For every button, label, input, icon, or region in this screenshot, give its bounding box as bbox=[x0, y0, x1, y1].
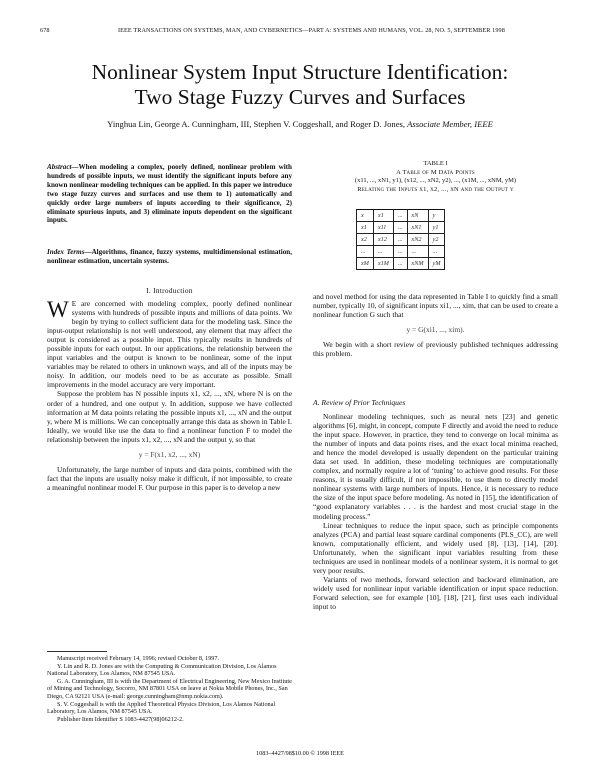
review-paragraph-2: Linear techniques to reduce the input space, such as principle components analyzes (PCA) and partial least square cardinal components (PLS_CC), are well known, computationally efficient, and widely used [8], [13], [14], [20]. Unfortunately, when the significant input variables resulting from these techniques are used in nonlinear models of a nonlinear system, it is normal to get very poor results. bbox=[313, 520, 558, 575]
table-row bbox=[357, 210, 445, 222]
table-cell: y1 bbox=[428, 222, 445, 234]
right-paragraph-1: and novel method for using the data represented in Table I to quickly find a small number, typically 10, of significant inputs xi1, ..., xim, that can be used to create a nonlinear function G such that bbox=[313, 292, 558, 320]
table-cell: x1 bbox=[357, 222, 374, 234]
authors: Yinghua Lin, George A. Cunningham, III, Stephen V. Coggeshall, and Roger D. Jones, bbox=[107, 119, 406, 129]
paper-title bbox=[40, 60, 560, 110]
copyright-line: 1083–4427/98$10.00 © 1998 IEEE bbox=[256, 750, 344, 757]
table-cell: ... bbox=[428, 246, 445, 258]
table-cell: x1 bbox=[373, 210, 393, 222]
table-caption-line-3: Relating the Inputs x1, x2, ..., xN and the Output y bbox=[357, 185, 514, 193]
abstract bbox=[47, 163, 292, 225]
table-cell: yM bbox=[428, 258, 445, 270]
table-row bbox=[357, 222, 445, 234]
author-membership: Associate Member, IEEE bbox=[407, 119, 493, 129]
intro-paragraph-2: Suppose the problem has N possible inputs x1, x2, ..., xN, where N is on the order of a hundred, and one output y. In addition, suppose we have collected information at M data points relating the possible inputs x1, ..., xN and the output y, where M is millions. We can conceptually arrange this data as shown in Table I. Ideally, we would like use the data to find a nonlinear function F to model the relationship between the inputs x1, x2, ..., xN and the output y, so that bbox=[47, 389, 292, 444]
table-cell: xM bbox=[357, 258, 374, 270]
index-terms bbox=[47, 248, 292, 266]
abstract-label: Abstract— bbox=[47, 163, 79, 171]
table-cell: ... bbox=[407, 246, 428, 258]
table-row bbox=[357, 246, 445, 258]
review-paragraph-3: Variants of two methods, forward selection and backward elimination, are widely used for nonlinear input variable identification or input space reduction. Forward selection, see for example [10], [18], [21], first uses each individual input to bbox=[313, 574, 558, 611]
table-cell: xNM bbox=[407, 258, 428, 270]
table-cell: xN bbox=[407, 210, 428, 222]
author-list bbox=[30, 119, 570, 129]
intro-paragraph-1: W E are concerned with modeling complex, poorly defined nonlinear systems with hundreds of possible inputs and millions of data points. We begin by trying to collect sufficient data for the modeling task. Since the input-output relationship is not well understood, any element that may affect the output is considered as a possible input. This typically results in hundreds of possible inputs for each output. In our applications, the relationship between the input variables and the output is known to be nonlinear, some of the input variables may be related to others in unknown ways, and all of the inputs may be noisy. In addition, our models need to be as accurate as possible. Small improvements in the model accuracy are very important. bbox=[47, 297, 292, 390]
footnote: Manuscript received February 14, 1996; revised October 8, 1997. bbox=[57, 655, 220, 662]
table-caption-line-1: A Table of M Data Points bbox=[396, 168, 475, 176]
table-cell: ... bbox=[357, 246, 374, 258]
footnote: G. A. Cunningham, III is with the Department of Electrical Engineering, New Mexico Institute of Mining and Technology, Socorro, NM 87801 USA on leave at Nokia Mobile Phones, Inc., San Diego, CA 92121 USA (e-mail: george.cunningham@nmp.nokia.com). bbox=[47, 677, 292, 700]
table-cell: ... bbox=[393, 222, 407, 234]
table-cell: ... bbox=[393, 210, 407, 222]
index-terms-text: —Algorithms, finance, fuzzy systems, multidimensional estimation, nonlinear estimation, uncertain systems. bbox=[47, 248, 292, 265]
table-cell: x11 bbox=[373, 222, 393, 234]
table-cell: x12 bbox=[373, 234, 393, 246]
table-cell: y2 bbox=[428, 234, 445, 246]
table-row bbox=[357, 258, 445, 270]
table-cell: ... bbox=[393, 246, 407, 258]
table-cell: xN2 bbox=[407, 234, 428, 246]
table-cell: xN1 bbox=[407, 222, 428, 234]
footnotes bbox=[47, 655, 292, 723]
table-row bbox=[357, 234, 445, 246]
data-table bbox=[356, 209, 445, 270]
table-cell: x bbox=[357, 210, 374, 222]
review-body bbox=[313, 412, 558, 611]
table-cell: y bbox=[428, 210, 445, 222]
drop-cap: W bbox=[47, 297, 69, 322]
table-cell: x1M bbox=[373, 258, 393, 270]
equation-2: y = G(xi1, ..., xim). bbox=[406, 325, 465, 335]
title-line-2: Two Stage Fuzzy Curves and Surfaces bbox=[134, 85, 466, 109]
table-cell: ... bbox=[393, 234, 407, 246]
introduction-body bbox=[47, 299, 292, 492]
journal-header: IEEE TRANSACTIONS ON SYSTEMS, MAN, AND CYBERNETICS—PART A: SYSTEMS AND HUMANS, VOL. 28, NO. 5, SEPTEMBER 1998 bbox=[118, 27, 505, 34]
table-cell: ... bbox=[393, 258, 407, 270]
footnote-rule bbox=[47, 651, 107, 652]
index-terms-label: Index Terms bbox=[47, 248, 85, 256]
right-paragraph-2: We begin with a short review of previously published techniques addressing this problem. bbox=[313, 340, 558, 359]
footnote: Publisher Item Identifier S 1083-4427(98)06212-2. bbox=[57, 715, 184, 723]
table-cell: x2 bbox=[357, 234, 374, 246]
section-heading-introduction: I. Introduction bbox=[146, 286, 193, 295]
subsection-heading: A. Review of Prior Techniques bbox=[313, 398, 406, 407]
title-line-1: Nonlinear System Input Structure Identification: bbox=[91, 60, 509, 84]
equation-1: y = F(x1, x2, ..., xN) bbox=[138, 449, 201, 459]
intro-paragraph-3: Unfortunately, the large number of inputs and data points, combined with the fact that the inputs are usually noisy make it difficult, if not impossible, to create a meaningful nonlinear model F. Our purpose in this paper is to develop a new bbox=[47, 464, 292, 492]
table-cell: ... bbox=[373, 246, 393, 258]
right-column-body bbox=[313, 292, 558, 358]
footnote: S. V. Coggeshall is with the Applied Theoretical Physics Division, Los Alamos National Laboratory, Los Alamos, NM 87545 USA. bbox=[47, 700, 276, 716]
table-caption bbox=[313, 160, 558, 194]
table-label: TABLE I bbox=[423, 160, 448, 167]
footnote: Y. Lin and R. D. Jones are with the Computing & Communication Division, Los Alamos National Laboratory, Los Alamos, NM 87545 USA. bbox=[47, 662, 277, 678]
table-caption-line-2: (x11, ..., xN1, y1), (x12, ..., xN2, y2), ..., (x1M, ..., xNM, yM) bbox=[354, 177, 517, 184]
review-paragraph-1: Nonlinear modeling techniques, such as neural nets [23] and genetic algorithms [6], might, in concept, compute F directly and avoid the need to reduce the input space. However, in practice, they tend to converge on local minima as the number of inputs and data points rises, and the exact local minima reached, and hence the model developed is usually dependent on the particular training data set used. In addition, these modeling techniques are computationally complex, and normally require a lot of ‘tuning’ to achieve good results. For these reasons, it is usually difficult, if not impossible, to use them to directly model nonlinear systems with large numbers of inputs. Hence, it is necessary to reduce the size of the input space before modeling. As noted in [15], the identification of “good explanatory variables . . . is the hardest and most crucial stage in the modeling process.” bbox=[313, 412, 558, 521]
page-number: 678 bbox=[40, 27, 50, 34]
abstract-text: When modeling a complex, poorly defined, nonlinear problem with hundreds of possible inputs, we must identify the significant inputs before any known nonlinear modeling techniques can be applied. In this paper we introduce two stage fuzzy curves and surfaces and use them to 1) automatically and quickly order large numbers of inputs according to their significance, 2) eliminate spurious inputs, and 3) eliminate inputs dependent on the significant inputs. bbox=[47, 163, 292, 225]
